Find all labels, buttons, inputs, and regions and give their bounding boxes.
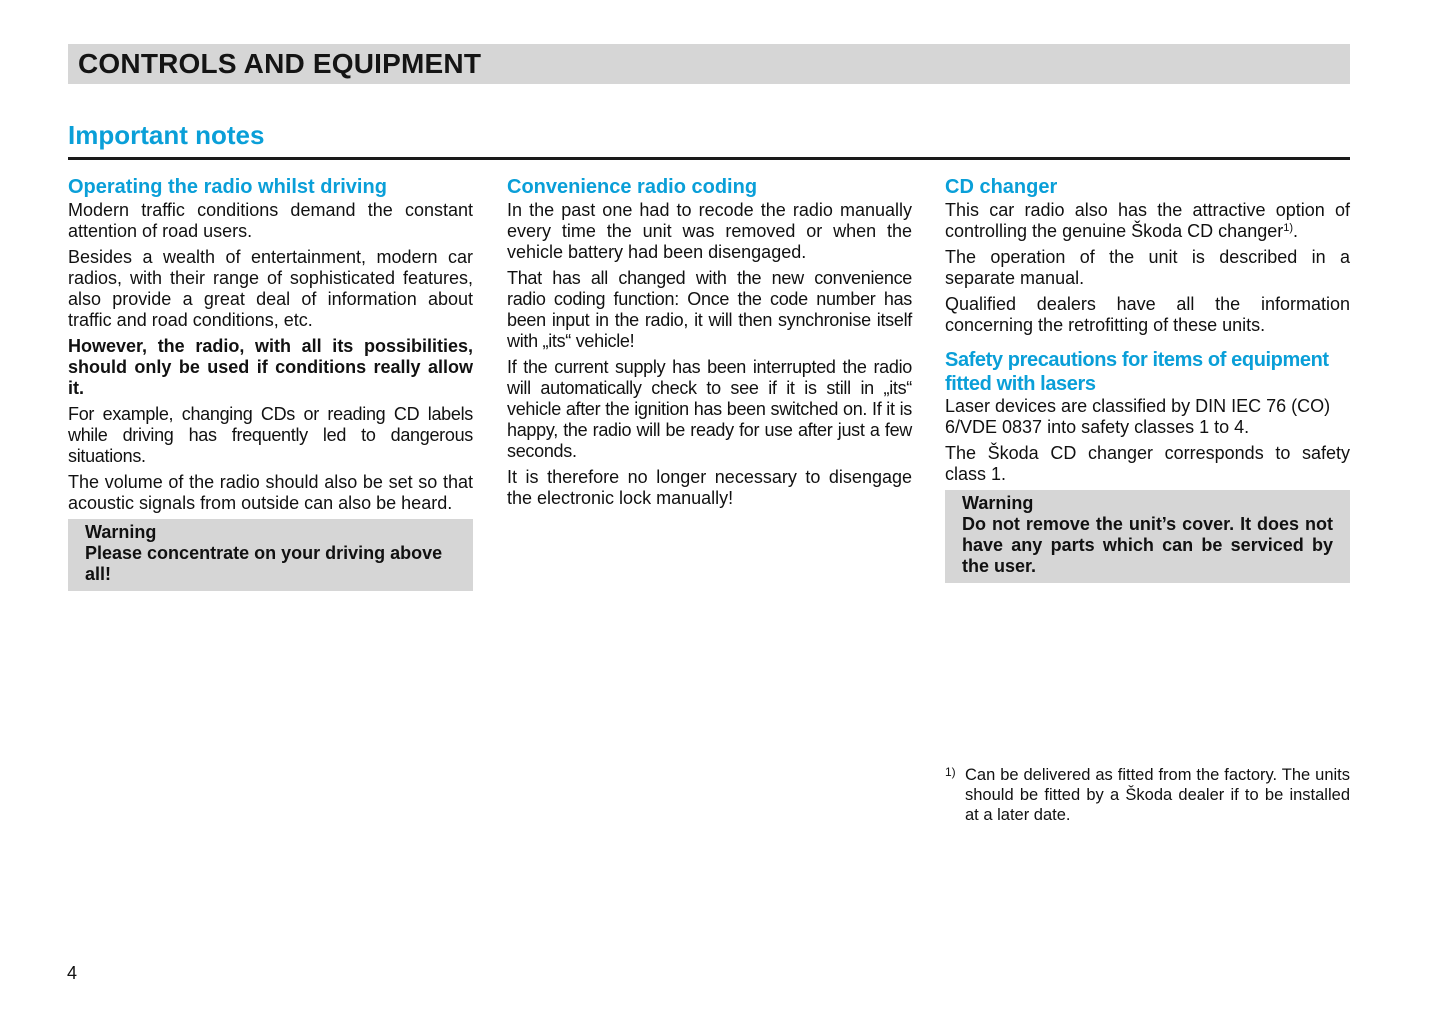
- footnote-reference[interactable]: 1): [1283, 222, 1294, 234]
- paragraph-text: This car radio also has the attractive option of controlling the genuine Škoda CD changer: [945, 200, 1350, 241]
- column-radio-driving: [68, 174, 473, 591]
- warning-box: [945, 490, 1350, 583]
- chapter-header-band: [68, 44, 1350, 84]
- spacer: [945, 341, 1350, 348]
- footnote-text: Can be delivered as fitted from the factory. The units should be fitted by a Škoda dealer if to be installed at a later date.: [965, 766, 1350, 824]
- warning-text: Please concentrate on your driving above all!: [85, 543, 443, 584]
- subheading-operating-radio: Operating the radio whilst driving: [68, 176, 387, 198]
- column-cd-changer: [945, 174, 1350, 583]
- subheading-convenience-coding: Convenience radio coding: [507, 176, 758, 198]
- paragraph: That has all changed with the new convenience radio coding function: Once the code number has been input in the radio, it will then synchronise itself with „its“ vehicle!: [507, 268, 912, 351]
- paragraph: The Škoda CD changer corresponds to safety class 1.: [945, 443, 1350, 484]
- subheading-cd-changer: CD changer: [945, 176, 1058, 198]
- paragraph: The operation of the unit is described in a separate manual.: [945, 247, 1350, 288]
- chapter-title: CONTROLS AND EQUIPMENT: [78, 48, 482, 79]
- section-title: Important notes: [68, 120, 265, 150]
- paragraph: It is therefore no longer necessary to disengage the electronic lock manually!: [507, 467, 912, 508]
- warning-label: Warning: [85, 522, 157, 542]
- paragraph: Qualified dealers have all the information concerning the retrofitting of these units.: [945, 294, 1350, 335]
- paragraph: If the current supply has been interrupted the radio will automatically check to see if it is still in „its“ vehicle after the ignition has been switched on. If it is happy, the radio will be ready for use after just a few seconds.: [507, 357, 912, 461]
- subheading-laser-safety: Safety precautions for items of equipment fitted with lasers: [945, 349, 1329, 395]
- paragraph: [945, 200, 1350, 242]
- footnote: [945, 765, 1350, 825]
- warning-label: Warning: [962, 493, 1034, 513]
- warning-box: [68, 519, 473, 591]
- column-radio-coding: [507, 174, 912, 514]
- page-number: 4: [67, 963, 78, 983]
- footnote-mark: 1): [945, 765, 956, 779]
- section-divider: [68, 157, 1350, 160]
- paragraph-emphasis: However, the radio, with all its possibilities, should only be used if conditions really allow it.: [68, 336, 473, 398]
- paragraph: Laser devices are classified by DIN IEC 76 (CO) 6/VDE 0837 into safety classes 1 to 4.: [945, 396, 1331, 437]
- paragraph: Besides a wealth of entertainment, modern car radios, with their range of sophisticated features, also provide a great deal of information about traffic and road conditions, etc.: [68, 247, 473, 330]
- paragraph: For example, changing CDs or reading CD labels while driving has frequently led to dangerous situations.: [68, 404, 473, 466]
- warning-text: Do not remove the unit’s cover. It does not have any parts which can be serviced by the user.: [962, 514, 1333, 576]
- paragraph: In the past one had to recode the radio manually every time the unit was removed or when the vehicle battery had been disengaged.: [507, 200, 912, 262]
- paragraph-trailer: .: [1293, 221, 1299, 241]
- paragraph: The volume of the radio should also be set so that acoustic signals from outside can also be heard.: [68, 472, 473, 513]
- paragraph: Modern traffic conditions demand the constant attention of road users.: [68, 200, 473, 241]
